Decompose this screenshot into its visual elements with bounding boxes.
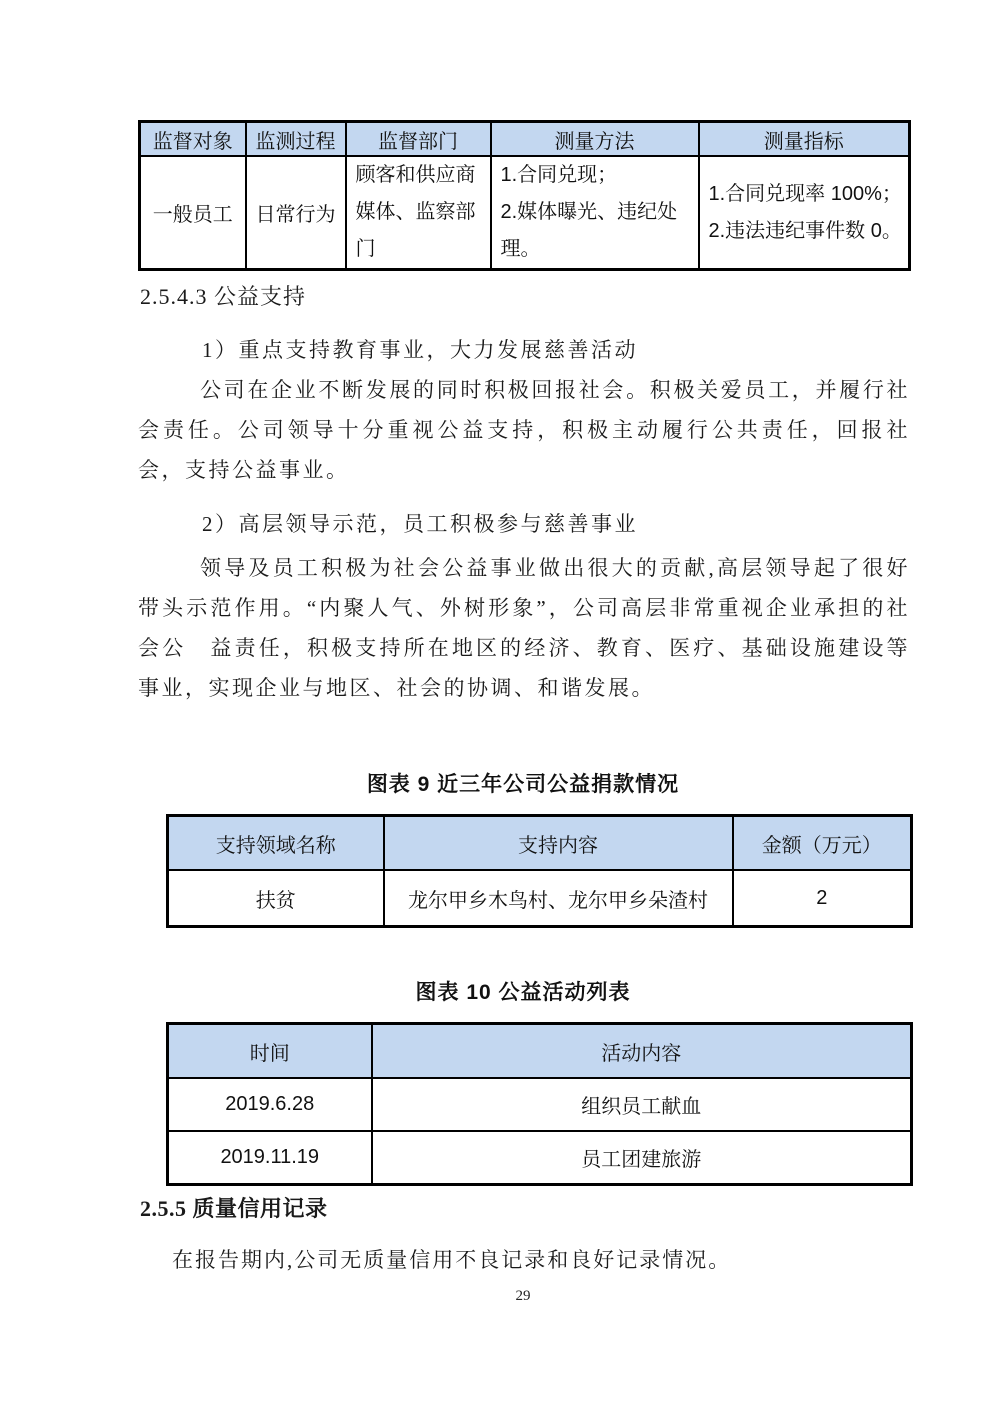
activity-table-header-row (168, 1024, 912, 1079)
activity-table-row (168, 1078, 912, 1131)
cell-indicators-line1: 1.合同兑现率 100%； (708, 182, 902, 205)
col-header-supervise-dept: 监督部门 (346, 122, 491, 157)
table-caption-donations: 图表 9 近三年公司公益捐款情况 (366, 773, 680, 796)
cell-departments-line1: 顾客和供应商 (355, 164, 476, 186)
col-header-time: 时间 (168, 1024, 372, 1079)
cell-departments (346, 156, 491, 270)
cell-target: 一般员工 (140, 156, 246, 270)
cell-time-1: 2019.6.28 (168, 1078, 372, 1131)
cell-support-content: 龙尔甲乡木鸟村、龙尔甲乡朵渣村 (384, 870, 733, 927)
section-heading-quality-credit: 2.5.5 质量信用记录 (140, 1196, 328, 1221)
cell-activity-2: 员工团建旅游 (372, 1131, 912, 1185)
activity-table (166, 1022, 913, 1186)
cell-time-2: 2019.11.19 (168, 1131, 372, 1185)
cell-indicators (699, 156, 910, 270)
paragraph-1: 公司在企业不断发展的同时积极回报社会。积极关爱员工，并履行社会责任。公司领导十分重视公益支持，积极主动履行公共责任，回报社会，支持公益事业。 (138, 378, 910, 482)
col-header-amount: 金额（万元） (733, 816, 912, 871)
cell-process: 日常行为 (246, 156, 346, 270)
cell-methods (491, 156, 699, 270)
page-number: 29 (515, 1288, 531, 1304)
cell-indicators-line2: 2.违法违纪事件数 0。 (708, 219, 902, 242)
donation-table-header-row (168, 816, 912, 871)
donation-table (166, 814, 913, 928)
cell-activity-1: 组织员工献血 (372, 1078, 912, 1131)
col-header-support-content: 支持内容 (384, 816, 733, 871)
col-header-measure-method: 测量方法 (491, 122, 699, 157)
supervision-table-header-row (140, 122, 910, 157)
col-header-monitor-process: 监测过程 (246, 122, 346, 157)
col-header-measure-indicator: 测量指标 (699, 122, 910, 157)
col-header-activity: 活动内容 (372, 1024, 912, 1079)
supervision-table (138, 120, 911, 271)
cell-amount: 2 (733, 870, 912, 927)
col-header-supervise-target: 监督对象 (140, 122, 246, 157)
cell-departments-line2: 媒体、监察部门 (355, 201, 476, 260)
paragraph-2: 领导及员工积极为社会公益事业做出很大的贡献,高层领导起了很好带头示范作用。“内聚人气、外树形象”，公司高层非常重视企业承担的社会公 益责任，积极支持所在地区的经济、教育、医疗、基础设施建设等事业，实现企业与地区、社会的协调、和谐发展。 (138, 556, 910, 700)
list-item-2: 2）高层领导示范，员工积极参与慈善事业 (202, 512, 638, 536)
cell-support-field: 扶贫 (168, 870, 384, 927)
col-header-support-field: 支持领域名称 (168, 816, 384, 871)
cell-methods-line1: 1.合同兑现； (500, 164, 618, 186)
paragraph-quality-credit: 在报告期内,公司无质量信用不良记录和良好记录情况。 (172, 1248, 732, 1272)
list-item-1: 1）重点支持教育事业，大力发展慈善活动 (202, 338, 638, 362)
table-caption-activities: 图表 10 公益活动列表 (415, 981, 631, 1004)
activity-table-row (168, 1131, 912, 1185)
supervision-table-row (140, 156, 910, 270)
donation-table-row (168, 870, 912, 927)
cell-methods-line2: 2.媒体曝光、违纪处理。 (500, 201, 678, 260)
section-heading-public-welfare: 2.5.4.3 公益支持 (140, 284, 307, 309)
